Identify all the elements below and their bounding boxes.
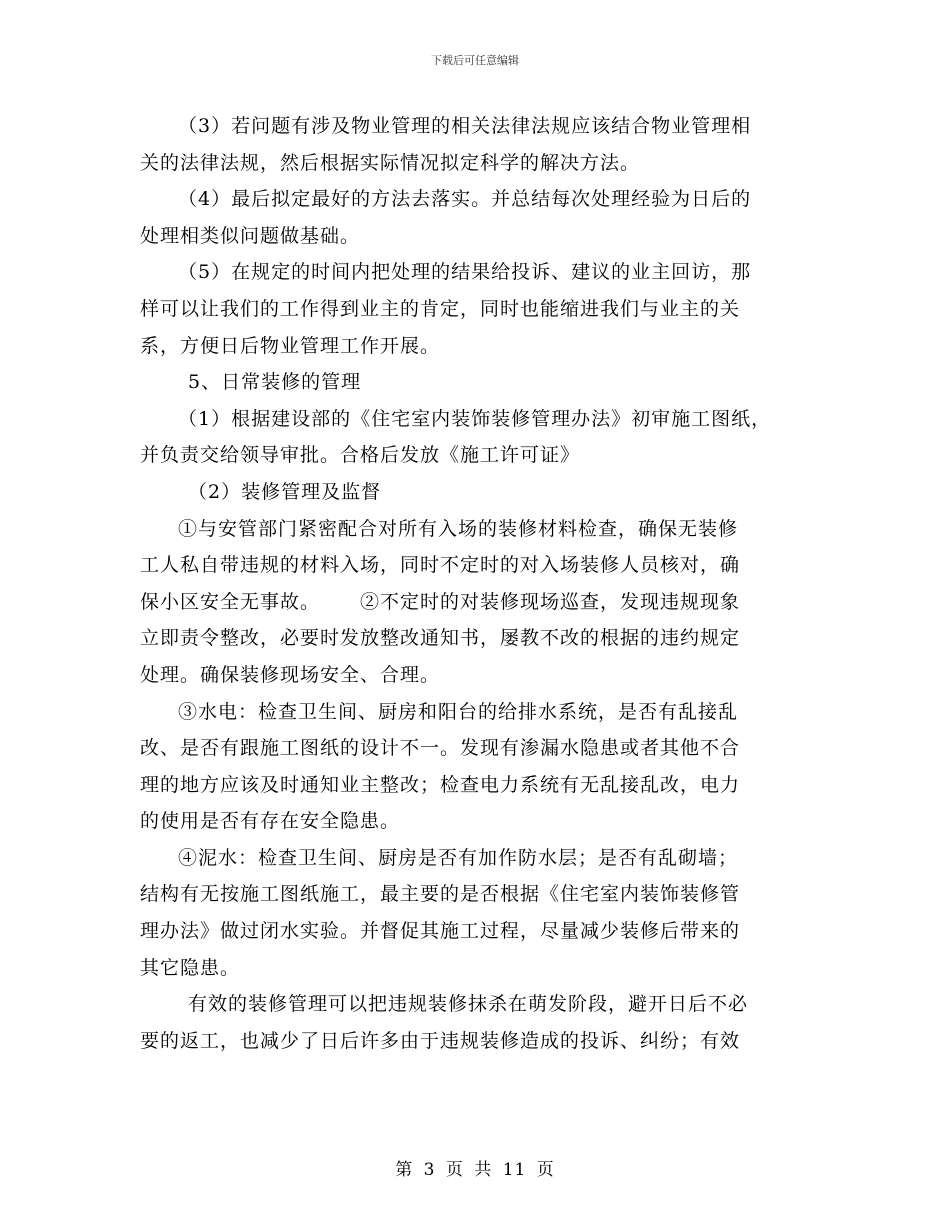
body-line (140, 584, 820, 621)
page-label-suffix: 页 (536, 1160, 555, 1180)
subsection-heading: （2）装修管理及监督 (188, 480, 382, 503)
body-line: 处理。确保装修现场安全、合理。 (140, 663, 441, 686)
body-line: 样可以让我们的工作得到业主的肯定，同时也能缩进我们与业主的关 (140, 297, 741, 320)
page-label-total-prefix: 共 (474, 1160, 493, 1180)
body-line: 其它隐患。 (140, 956, 241, 979)
body-line: 并负责交给领导审批。合格后发放《施工许可证》 (140, 444, 581, 467)
body-line: 理办法》做过闭水实验。并督促其施工过程，尽量减少装修后带来的 (140, 920, 741, 943)
body-line: （3）若问题有涉及物业管理的相关法律法规应该结合物业管理相 (178, 115, 752, 137)
page-label-mid: 页 (445, 1160, 464, 1180)
body-line: 结构有无按施工图纸施工，最主要的是否根据《住宅室内装饰装修管 (140, 883, 741, 906)
body-line: 有效的装修管理可以把违规装修抹杀在萌发阶段，避开日后不必 (188, 993, 749, 1016)
body-line: 改、是否有跟施工图纸的设计不一。发现有渗漏水隐患或者其他不合 (140, 737, 741, 760)
document-body (140, 108, 820, 1059)
body-line: ④泥水：检查卫生间、厨房是否有加作防水层；是否有乱砌墙； (178, 846, 739, 869)
page-label-prefix: 第 (395, 1160, 414, 1180)
page-total: 11 (502, 1160, 527, 1180)
body-line: ③水电：检查卫生间、厨房和阳台的给排水系统，是否有乱接乱 (178, 700, 739, 723)
page-header-note: 下载后可任意编辑 (431, 54, 519, 67)
body-line: 工人私自带违规的材料入场，同时不定时的对入场装修人员核对，确 (140, 554, 741, 577)
body-line: 处理相类似问题做基础。 (140, 224, 361, 247)
body-line: 关的法律法规，然后根据实际情况拟定科学的解决方法。 (140, 151, 641, 174)
body-line: （1）根据建设部的《住宅室内装饰装修管理办法》初审施工图纸， (178, 407, 772, 430)
body-line-part: 保小区安全无事故。 (140, 590, 321, 613)
body-line: 立即责令整改，必要时发放整改通知书，屡教不改的根据的违约规定 (140, 627, 741, 650)
page-footer (0, 1155, 950, 1180)
section-heading: 5、日常装修的管理 (188, 371, 362, 394)
body-line: （5）在规定的时间内把处理的结果给投诉、建议的业主回访，那 (178, 261, 752, 284)
page-current: 3 (423, 1160, 436, 1180)
body-line-part: ②不定时的对装修现场巡查，发现违规现象 (360, 590, 741, 613)
body-line: 的使用是否有存在安全隐患。 (140, 810, 401, 833)
body-line: 系，方便日后物业管理工作开展。 (140, 334, 441, 357)
body-line: 理的地方应该及时通知业主整改；检查电力系统有无乱接乱改，电力 (140, 773, 741, 796)
body-line: 要的返工，也减少了日后许多由于违规装修造成的投诉、纠纷；有效 (140, 1029, 741, 1052)
body-line: （4）最后拟定最好的方法去落实。并总结每次处理经验为日后的 (178, 188, 752, 211)
body-line: ①与安管部门紧密配合对所有入场的装修材料检查，确保无装修 (178, 517, 739, 540)
